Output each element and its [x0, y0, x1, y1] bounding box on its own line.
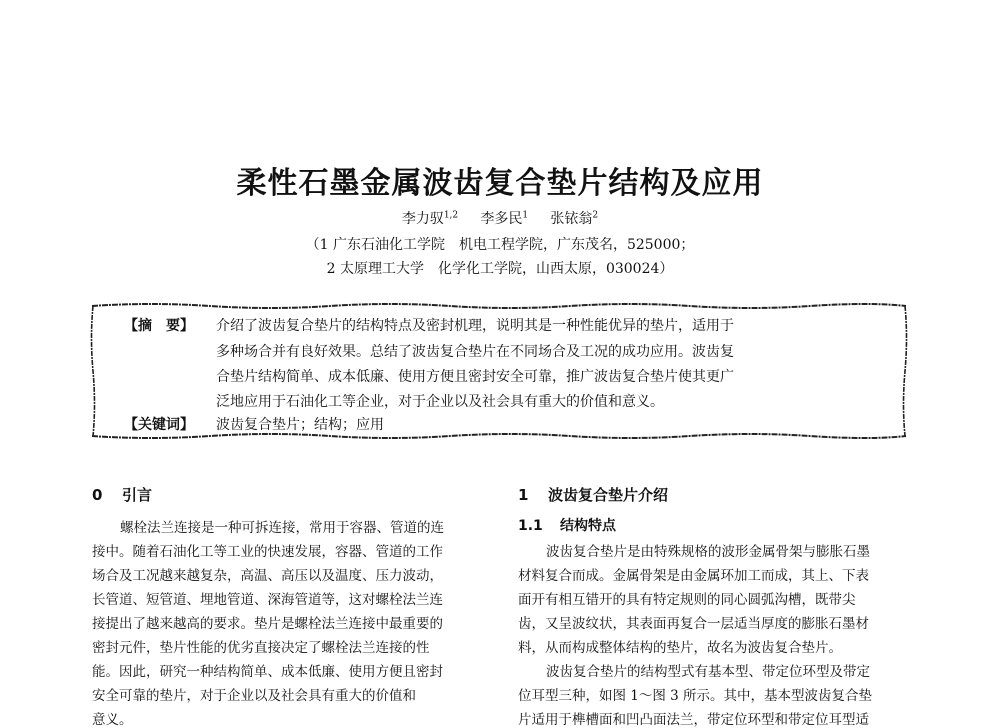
body-line: 片适用于榫槽面和凹凸面法兰，带定位环型和带定位耳型适 [518, 712, 869, 728]
body-line: 波齿复合垫片是由特殊规格的波形金属骨架与膨胀石墨 [546, 544, 870, 560]
abstract-line: 合垫片结构简单、成本低廉、使用方便且密封安全可靠，推广波齿复合垫片使其更广 [216, 369, 734, 385]
affiliation-line: （1 广东石油化工学院 机电工程学院，广东茂名，525000； [305, 237, 695, 253]
author-affil-mark: 1 [522, 210, 529, 221]
section-heading-intro [92, 484, 152, 505]
author-affil-mark: 1,2 [443, 210, 459, 221]
body-line: 场合及工况越来越复杂，高温、高压以及温度、压力波动， [92, 568, 443, 584]
affiliation-line: 2 太原理工大学 化学化工学院，山西太原，030024） [326, 261, 674, 277]
abstract-box [90, 302, 908, 440]
body-line: 位耳型三种，如图 1～图 3 所示。其中，基本型波齿复合垫 [518, 688, 873, 704]
body-line: 密封元件，垫片性能的优劣直接决定了螺栓法兰连接的性 [92, 640, 430, 656]
abstract-line: 多种场合并有良好效果。总结了波齿复合垫片在不同场合及工况的成功应用。波齿复 [216, 344, 734, 360]
abstract-label: 【摘 要】 [124, 318, 194, 334]
author-name: 李力驭 [401, 211, 444, 227]
body-line: 螺栓法兰连接是一种可拆连接，常用于容器、管道的连 [120, 520, 444, 536]
body-line: 波齿复合垫片的结构型式有基本型、带定位环型及带定 [546, 664, 870, 680]
body-line: 接中。随着石油化工等工业的快速发展，容器、管道的工作 [92, 544, 443, 560]
body-line: 齿，又呈波纹状，其表面再复合一层适当厚度的膨胀石墨材 [518, 616, 869, 632]
subsection-title: 结构特点 [560, 518, 616, 534]
author-list [0, 208, 1000, 228]
abstract-line: 介绍了波齿复合垫片的结构特点及密封机理，说明其是一种性能优异的垫片，适用于 [216, 318, 734, 334]
body-line: 能。因此，研究一种结构简单、成本低廉、使用方便且密封 [92, 664, 443, 680]
author-name: 李多民 [480, 211, 523, 227]
paper-title: 柔性石墨金属波齿复合垫片结构及应用 [236, 166, 764, 201]
section-heading-gasket [518, 484, 668, 505]
body-line: 材料复合而成。金属骨架是由金属环加工而成，其上、下表 [518, 568, 869, 584]
body-line: 安全可靠的垫片，对于企业以及社会具有重大的价值和 [92, 688, 416, 704]
body-line: 长管道、短管道、埋地管道、深海管道等，这对螺栓法兰连 [92, 592, 443, 608]
section-number: 1 [518, 486, 529, 504]
author-affil-mark: 2 [592, 210, 599, 221]
abstract-line: 泛地应用于石油化工等企业，对于企业以及社会具有重大的价值和意义。 [216, 394, 664, 410]
section-title: 引言 [122, 486, 153, 504]
keywords-text: 波齿复合垫片；结构；应用 [216, 417, 384, 433]
subsection-number: 1.1 [518, 518, 543, 534]
section-title: 波齿复合垫片介绍 [548, 486, 669, 504]
section-number: 0 [92, 486, 103, 504]
author-name: 张铱翁 [550, 211, 593, 227]
body-line: 面开有相互错开的具有特定规则的同心圆弧沟槽，既带尖 [518, 592, 856, 608]
subsection-heading [518, 515, 616, 535]
keywords-label: 【关键词】 [124, 417, 194, 433]
body-line: 意义。 [92, 712, 133, 728]
body-line: 接提出了越来越高的要求。垫片是螺栓法兰连接中最重要的 [92, 616, 443, 632]
body-line: 料，从而构成整体结构的垫片，故名为波齿复合垫片。 [518, 640, 842, 656]
